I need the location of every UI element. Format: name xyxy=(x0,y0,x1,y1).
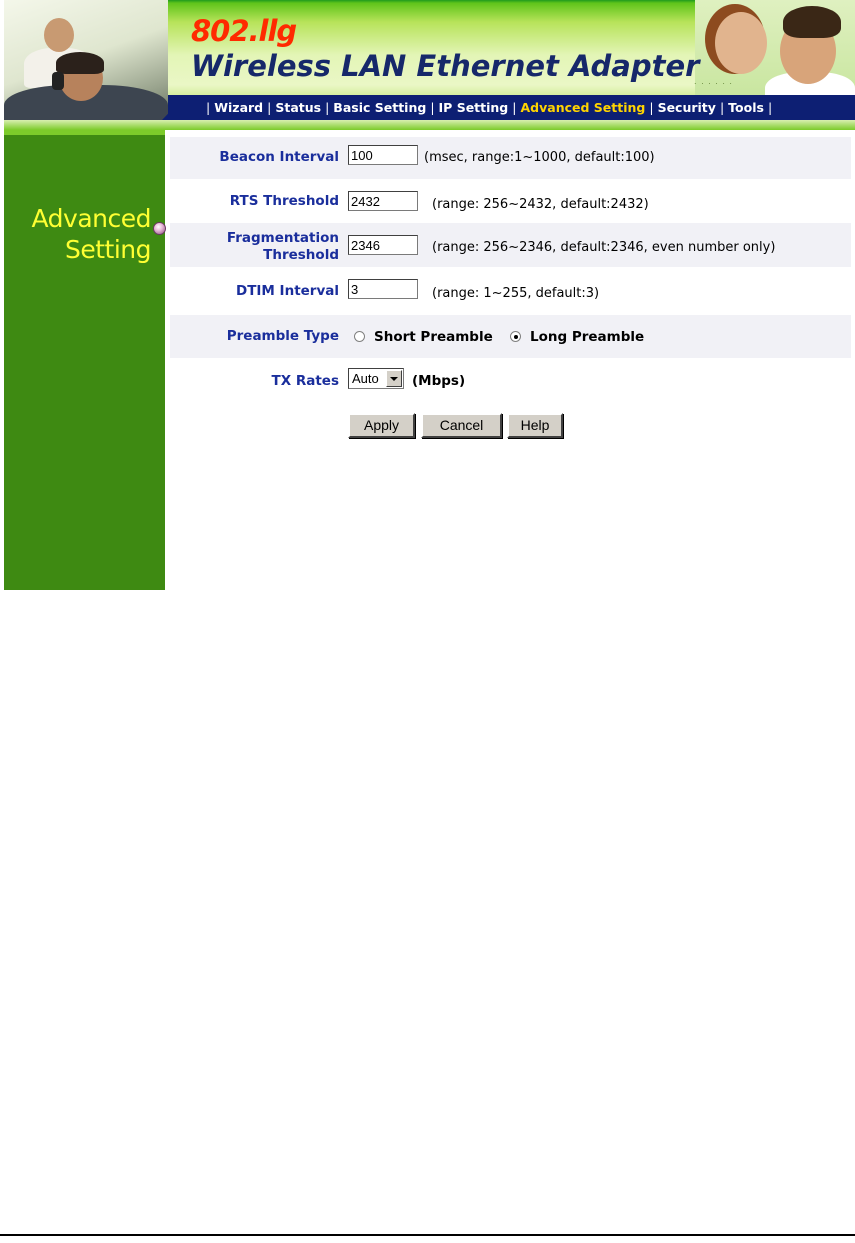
tx-rates-unit: (Mbps) xyxy=(412,373,466,389)
chevron-down-icon[interactable] xyxy=(386,370,402,387)
headphones-icon xyxy=(52,72,64,90)
nav-item-wizard[interactable]: Wizard xyxy=(214,100,264,115)
nav-separator: | xyxy=(719,100,725,115)
product-title: Wireless LAN Ethernet Adapter xyxy=(191,49,700,83)
nav-separator: | xyxy=(206,100,211,115)
beacon-interval-row xyxy=(170,137,851,179)
nav-item-status[interactable]: Status xyxy=(275,100,322,115)
sidebar-title-line1: Advanced xyxy=(31,204,151,233)
photo-person-shape xyxy=(56,52,104,74)
help-button[interactable]: Help xyxy=(507,413,563,438)
short-preamble-radio[interactable] xyxy=(354,331,365,342)
beacon-interval-label: Beacon Interval xyxy=(219,149,339,165)
header-banner xyxy=(4,0,855,130)
fragmentation-threshold-hint: (range: 256~2346, default:2346, even number only) xyxy=(432,240,776,255)
cancel-button[interactable]: Cancel xyxy=(421,413,502,438)
rts-threshold-input[interactable] xyxy=(348,191,418,211)
beacon-interval-input[interactable] xyxy=(348,145,418,165)
dtim-interval-input[interactable] xyxy=(348,279,418,299)
nav-separator: | xyxy=(767,100,773,115)
brand-logo: 802.llg xyxy=(191,14,297,48)
sidebar-title xyxy=(32,203,152,265)
photo-person-shape xyxy=(44,18,74,52)
fragmentation-threshold-input[interactable] xyxy=(348,235,418,255)
nav-item-tools[interactable]: Tools xyxy=(728,100,764,115)
tx-rates-select[interactable] xyxy=(348,368,404,389)
nav-bar xyxy=(168,95,855,120)
nav-separator: | xyxy=(267,100,272,115)
sidebar xyxy=(4,130,165,590)
nav-separator: | xyxy=(430,100,435,115)
dtim-interval-hint: (range: 1~255, default:3) xyxy=(432,286,600,301)
rts-threshold-hint: (range: 256~2432, default:2432) xyxy=(432,197,649,212)
photo-person-shape xyxy=(783,6,841,38)
nav-menu xyxy=(202,100,776,115)
nav-item-ip-setting[interactable]: IP Setting xyxy=(438,100,509,115)
rts-threshold-label: RTS Threshold xyxy=(229,193,339,209)
nav-bar-wedge xyxy=(162,95,186,120)
sidebar-bullet-icon xyxy=(153,222,166,235)
beacon-interval-hint: (msec, range:1~1000, default:100) xyxy=(424,150,655,165)
nav-item-security[interactable]: Security xyxy=(657,100,716,115)
short-preamble-label[interactable]: Short Preamble xyxy=(374,329,493,345)
long-preamble-label[interactable]: Long Preamble xyxy=(530,329,645,345)
preamble-type-row xyxy=(170,315,851,358)
decorative-dots: . . . . . . xyxy=(694,77,733,86)
nav-item-advanced-setting[interactable]: Advanced Setting xyxy=(520,100,646,115)
fragmentation-threshold-label xyxy=(227,230,339,264)
photo-person-shape xyxy=(715,12,767,74)
header-photo-left xyxy=(4,0,168,130)
nav-separator: | xyxy=(649,100,654,115)
long-preamble-radio[interactable] xyxy=(510,331,521,342)
fragmentation-label-line1: Fragmentation xyxy=(226,230,339,246)
rts-threshold-row xyxy=(170,180,851,222)
tx-rates-value: Auto xyxy=(352,371,379,386)
dtim-interval-row xyxy=(170,268,851,314)
page-footer-rule xyxy=(0,1234,855,1236)
apply-button[interactable]: Apply xyxy=(348,413,415,438)
tx-rates-label: TX Rates xyxy=(271,373,339,389)
preamble-type-label: Preamble Type xyxy=(226,328,339,344)
dtim-interval-label: DTIM Interval xyxy=(235,283,339,299)
fragmentation-label-line2: Threshold xyxy=(263,247,339,263)
sidebar-title-line2: Setting xyxy=(64,235,151,264)
fragmentation-threshold-row xyxy=(170,223,851,267)
header-divider xyxy=(4,120,855,130)
nav-separator: | xyxy=(325,100,330,115)
tx-rates-row xyxy=(170,359,851,403)
nav-separator: | xyxy=(512,100,517,115)
nav-item-basic-setting[interactable]: Basic Setting xyxy=(333,100,427,115)
